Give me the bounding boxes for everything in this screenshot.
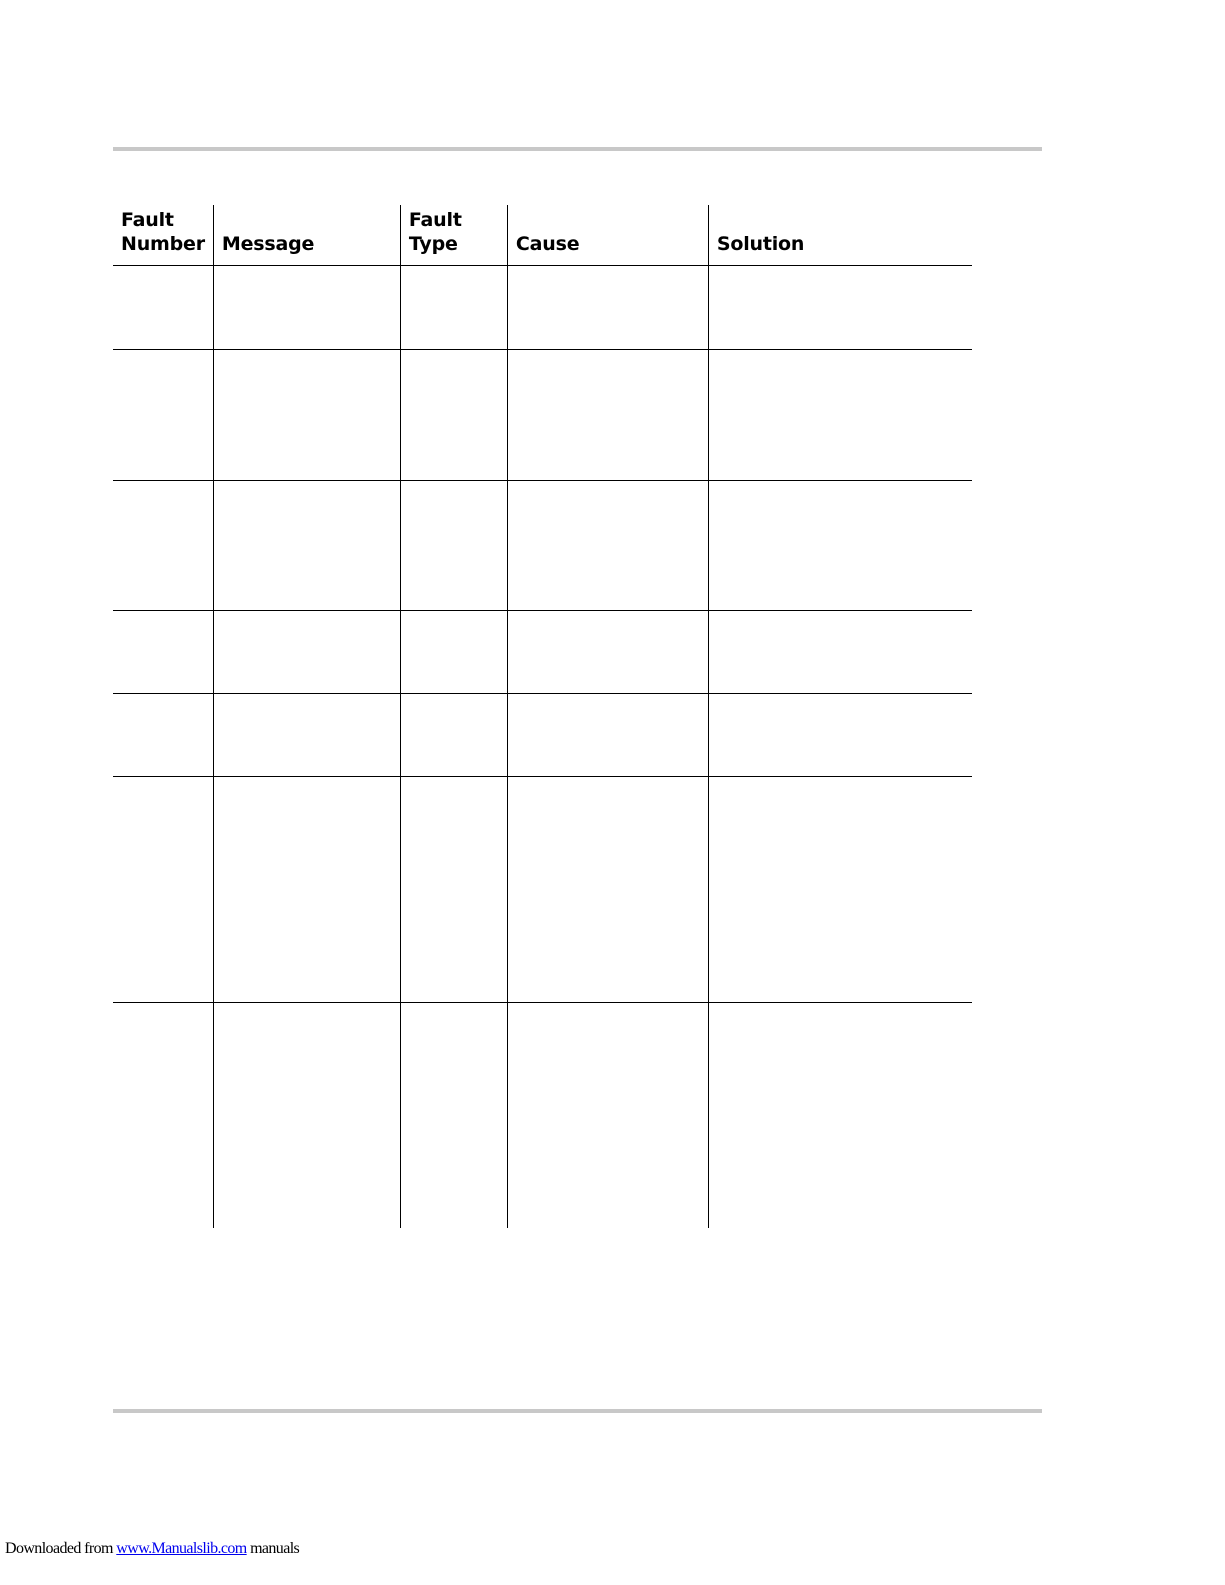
cell-cause — [507, 1003, 708, 1228]
cell-fault-number — [113, 777, 213, 1003]
manualslib-link[interactable]: www.Manualslib.com — [116, 1540, 247, 1557]
cell-message — [213, 350, 400, 481]
cell-fault-type — [400, 694, 507, 777]
cell-message — [213, 1003, 400, 1228]
cell-cause — [507, 266, 708, 350]
header-fault-type: Fault Type — [400, 205, 507, 266]
header-cause: Cause — [507, 205, 708, 266]
fault-table — [113, 205, 972, 1228]
header-fault-number: Fault Number — [113, 205, 213, 266]
cell-message — [213, 777, 400, 1003]
cell-fault-number — [113, 481, 213, 611]
table-row — [113, 1003, 972, 1228]
header-message: Message — [213, 205, 400, 266]
header-solution: Solution — [708, 205, 972, 266]
table-row — [113, 777, 972, 1003]
cell-fault-number — [113, 350, 213, 481]
cell-fault-type — [400, 350, 507, 481]
cell-fault-number — [113, 694, 213, 777]
cell-fault-type — [400, 611, 507, 694]
cell-message — [213, 266, 400, 350]
table-row — [113, 481, 972, 611]
cell-message — [213, 611, 400, 694]
cell-cause — [507, 777, 708, 1003]
cell-solution — [708, 481, 972, 611]
cell-fault-number — [113, 266, 213, 350]
table-header-row — [113, 205, 972, 266]
cell-solution — [708, 350, 972, 481]
cell-cause — [507, 481, 708, 611]
table-row — [113, 266, 972, 350]
download-note-suffix: manuals — [250, 1540, 300, 1557]
table-row — [113, 350, 972, 481]
table-row — [113, 694, 972, 777]
cell-fault-number — [113, 611, 213, 694]
footer-divider — [113, 1409, 1042, 1413]
cell-solution — [708, 1003, 972, 1228]
cell-message — [213, 694, 400, 777]
cell-solution — [708, 611, 972, 694]
cell-fault-number — [113, 1003, 213, 1228]
cell-solution — [708, 777, 972, 1003]
cell-fault-type — [400, 1003, 507, 1228]
cell-cause — [507, 694, 708, 777]
download-note-prefix: Downloaded from — [5, 1540, 113, 1557]
cell-fault-type — [400, 266, 507, 350]
download-note — [5, 1540, 299, 1558]
cell-cause — [507, 611, 708, 694]
cell-solution — [708, 694, 972, 777]
table-row — [113, 611, 972, 694]
cell-fault-type — [400, 777, 507, 1003]
cell-solution — [708, 266, 972, 350]
header-divider — [113, 147, 1042, 151]
cell-fault-type — [400, 481, 507, 611]
cell-cause — [507, 350, 708, 481]
cell-message — [213, 481, 400, 611]
